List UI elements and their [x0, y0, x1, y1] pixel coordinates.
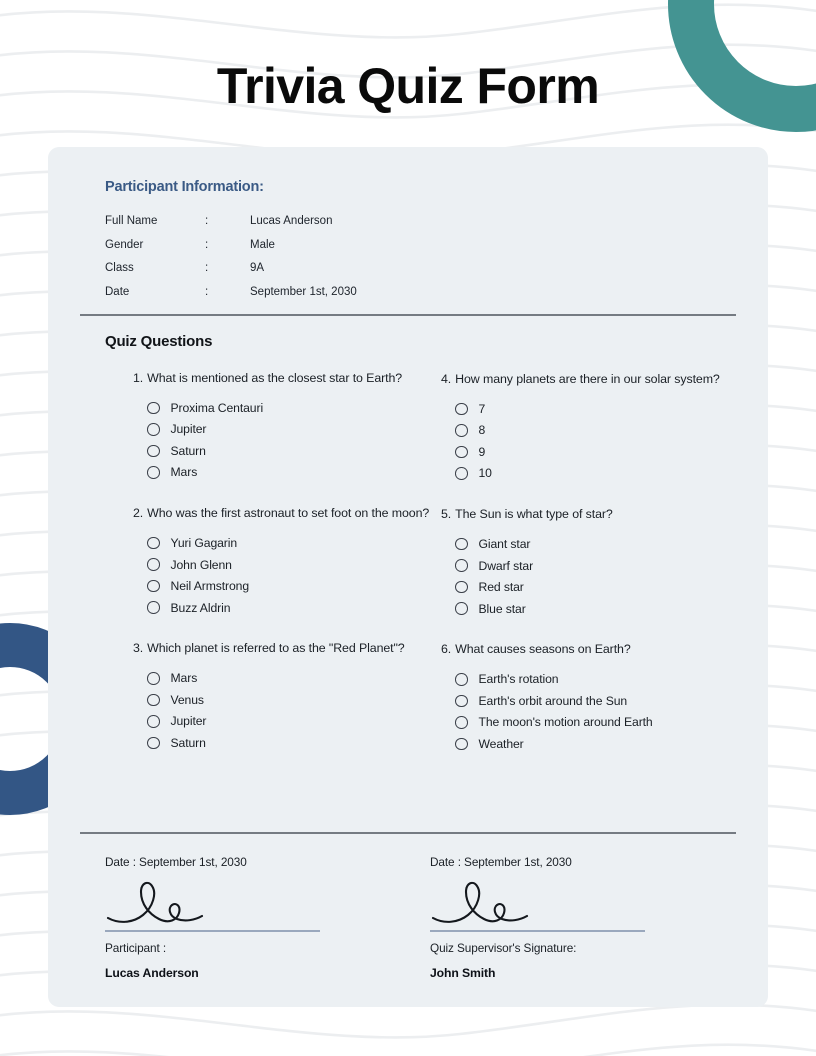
question-prompt: The Sun is what type of star? [455, 507, 613, 522]
signature-role-label: Participant : [105, 941, 166, 955]
question-6 [441, 640, 741, 754]
option-label: Neil Armstrong [170, 579, 250, 594]
question-3 [133, 639, 433, 753]
radio-button-icon[interactable] [147, 715, 160, 728]
info-label: Full Name [105, 215, 158, 227]
option-label: Yuri Gagarin [170, 536, 238, 551]
option-list [147, 532, 433, 618]
radio-button-icon[interactable] [147, 558, 160, 571]
option-label: Jupiter [170, 422, 207, 437]
question-number: 6. [441, 642, 452, 657]
radio-button-icon[interactable] [147, 672, 160, 685]
radio-button-icon[interactable] [455, 446, 468, 459]
question-column-left [133, 369, 433, 754]
option-row[interactable] [147, 689, 433, 711]
option-row[interactable] [147, 575, 433, 597]
option-label: 7 [478, 401, 486, 416]
option-label: Earth's orbit around the Sun [478, 693, 628, 708]
question-column-right [441, 370, 741, 755]
option-label: Giant star [478, 537, 531, 552]
question-text-row [441, 505, 741, 524]
info-separator: : [205, 215, 209, 227]
participant-information-table [105, 215, 357, 310]
option-label: Weather [478, 736, 524, 751]
question-number: 2. [133, 506, 144, 521]
table-row [105, 286, 357, 310]
table-row [105, 239, 357, 263]
question-prompt: How many planets are there in our solar system? [455, 372, 720, 386]
handwritten-signature-icon [105, 878, 320, 930]
radio-button-icon[interactable] [455, 467, 468, 480]
info-label: Date [105, 285, 130, 298]
option-label: Dwarf star [478, 558, 534, 573]
table-row [105, 262, 357, 286]
question-2 [133, 504, 433, 618]
option-row[interactable] [455, 669, 741, 691]
signature-name: John Smith [430, 966, 496, 980]
info-label: Gender [105, 238, 144, 251]
table-row [105, 215, 357, 239]
question-text-row [133, 504, 433, 523]
radio-button-icon[interactable] [455, 738, 468, 751]
option-label: Blue star [478, 601, 526, 616]
question-prompt: Which planet is referred to as the "Red Planet"? [147, 641, 405, 656]
question-number: 4. [441, 372, 452, 386]
question-text-row [133, 369, 433, 388]
option-row[interactable] [147, 597, 433, 619]
handwritten-signature-icon [430, 878, 645, 930]
signature-rule [105, 930, 320, 932]
option-label: Red star [478, 580, 524, 595]
option-row[interactable] [147, 554, 433, 576]
question-prompt: What is mentioned as the closest star to Earth? [147, 371, 403, 385]
option-list [147, 668, 433, 754]
radio-button-icon[interactable] [455, 602, 468, 615]
radio-button-icon[interactable] [147, 445, 160, 458]
option-row[interactable] [147, 732, 433, 754]
question-text-row [441, 640, 741, 659]
signature-date: Date : September 1st, 2030 [430, 855, 572, 869]
question-text-row [133, 639, 433, 658]
question-prompt: What causes seasons on Earth? [455, 642, 631, 657]
participant-information-heading: Participant Information: [105, 179, 264, 195]
question-number: 5. [441, 507, 452, 522]
info-value: 9A [250, 262, 265, 275]
radio-button-icon[interactable] [147, 580, 160, 593]
option-label: Jupiter [170, 714, 207, 729]
quiz-questions-heading: Quiz Questions [105, 333, 213, 350]
supervisor-signature-block [430, 855, 645, 980]
option-label: 10 [478, 466, 492, 481]
radio-button-icon[interactable] [147, 601, 160, 614]
info-separator: : [205, 238, 209, 251]
option-row[interactable] [455, 733, 741, 755]
question-prompt: Who was the first astronaut to set foot on the moon? [147, 506, 430, 521]
radio-button-icon[interactable] [147, 537, 160, 550]
option-row[interactable] [455, 555, 741, 577]
section-divider-bottom [80, 832, 736, 834]
option-row[interactable] [147, 440, 433, 462]
option-row[interactable] [147, 668, 433, 690]
question-1 [133, 369, 433, 483]
option-row[interactable] [147, 419, 433, 441]
section-divider-top [80, 314, 736, 316]
question-5 [441, 505, 741, 619]
signature-date: Date : September 1st, 2030 [105, 855, 247, 869]
option-label: 8 [478, 423, 486, 438]
signature-rule [430, 930, 645, 932]
info-label: Class [105, 262, 134, 275]
radio-button-icon[interactable] [455, 581, 468, 594]
option-row[interactable] [455, 420, 741, 442]
option-label: Proxima Centauri [170, 400, 264, 415]
option-label: 9 [478, 444, 486, 459]
option-label: Buzz Aldrin [170, 600, 231, 615]
radio-button-icon[interactable] [147, 466, 160, 479]
info-value: Lucas Anderson [250, 215, 333, 227]
option-list [455, 533, 741, 619]
option-label: Saturn [170, 735, 206, 750]
option-row[interactable] [147, 711, 433, 733]
radio-button-icon[interactable] [147, 694, 160, 707]
option-list [455, 669, 741, 755]
radio-button-icon[interactable] [455, 424, 468, 437]
radio-button-icon[interactable] [455, 673, 468, 686]
radio-button-icon[interactable] [147, 737, 160, 750]
option-label: Saturn [170, 443, 206, 458]
radio-button-icon[interactable] [455, 403, 468, 416]
option-label: Mars [170, 671, 198, 686]
signature-role-label: Quiz Supervisor's Signature: [430, 941, 577, 955]
radio-button-icon[interactable] [455, 538, 468, 551]
option-row[interactable] [147, 397, 433, 419]
page-title: Trivia Quiz Form [216, 58, 600, 114]
form-card [48, 147, 768, 1007]
question-text-row [441, 370, 741, 389]
option-row[interactable] [147, 532, 433, 554]
radio-button-icon[interactable] [455, 695, 468, 708]
option-row[interactable] [455, 598, 741, 620]
option-row[interactable] [455, 441, 741, 463]
question-number: 1. [133, 371, 144, 385]
option-label: Earth's rotation [478, 672, 559, 687]
option-row[interactable] [455, 463, 741, 485]
option-label: John Glenn [170, 557, 232, 572]
question-number: 3. [133, 641, 144, 656]
option-label: Venus [170, 692, 204, 707]
option-label: The moon's motion around Earth [478, 715, 653, 730]
option-list [455, 398, 741, 484]
info-value: Male [250, 238, 275, 251]
option-row[interactable] [147, 462, 433, 484]
option-row[interactable] [455, 712, 741, 734]
question-4 [441, 370, 741, 484]
participant-signature-block [105, 855, 320, 980]
info-value: September 1st, 2030 [250, 285, 357, 298]
radio-button-icon[interactable] [455, 559, 468, 572]
radio-button-icon[interactable] [147, 423, 160, 436]
info-separator: : [205, 262, 209, 275]
option-row[interactable] [455, 690, 741, 712]
option-list [147, 397, 433, 483]
signature-name: Lucas Anderson [105, 966, 199, 980]
radio-button-icon[interactable] [455, 716, 468, 729]
option-row[interactable] [455, 533, 741, 555]
radio-button-icon[interactable] [147, 402, 160, 415]
option-row[interactable] [455, 398, 741, 420]
option-row[interactable] [455, 576, 741, 598]
info-separator: : [205, 285, 209, 298]
option-label: Mars [170, 465, 198, 480]
